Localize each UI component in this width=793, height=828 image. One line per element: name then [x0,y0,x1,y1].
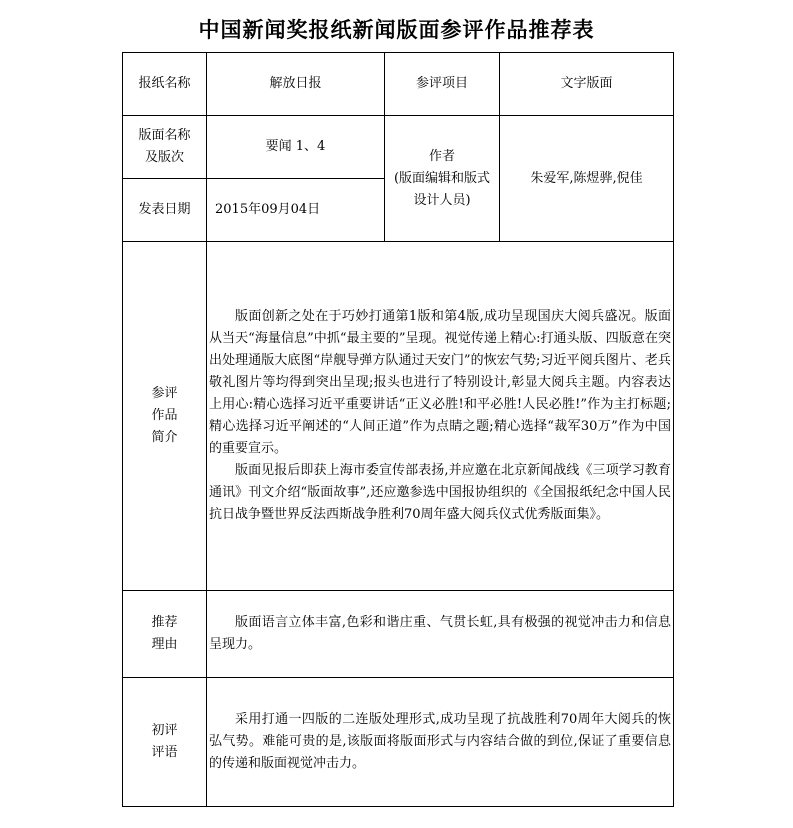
row-reason [123,591,674,678]
author-label-line3: 设计人员) [413,192,471,208]
intro-paragraph: 版面见报后即获上海市委宣传部表扬,并应邀在北京新闻战线《三项学习教育通讯》刊文介绍“版面故事”,还应邀参选中国报协组织的《全国报纸纪念中国人民抗日战争暨世界反法西斯战争胜利70周年盛大阅兵仪式优秀版面集》。 [209,463,671,522]
reason-label-line2: 理由 [151,637,178,652]
reason-label-line1: 推荐 [151,615,178,630]
author-value: 朱爱军,陈煜骅,倪佳 [500,116,674,242]
newspaper-value: 解放日报 [207,53,385,116]
review-label-line1: 初评 [151,723,178,738]
page-value: 要闻 1、4 [207,116,385,179]
intro-label-line2: 作品 [151,408,178,423]
intro-label-line1: 参评 [151,386,178,401]
page-label-line1: 版面名称 [138,128,191,143]
row-newspaper [123,53,674,116]
intro-text [207,242,674,591]
row-page [123,116,674,179]
date-value: 2015年09月04日 [207,179,385,242]
review-label [123,678,207,807]
category-value: 文字版面 [500,53,674,116]
reason-paragraph: 版面语言立体丰富,色彩和谐庄重、气贯长虹,具有极强的视觉冲击力和信息呈现力。 [209,615,671,652]
reason-text [207,591,674,678]
intro-label [123,242,207,591]
review-label-line2: 评语 [151,745,178,760]
author-label [385,116,500,242]
intro-paragraph: 版面创新之处在于巧妙打通第1版和第4版,成功呈现国庆大阅兵盛况。版面从当天“海量信息”中抓“最主要的”呈现。视觉传递上精心:打通头版、四版意在突出处理通版大底图“岸舰导弹方队通过天安门”的恢宏气势;习近平阅兵图片、老兵敬礼图片等均得到突出呈现;报头也进行了特别设计,彰显大阅兵主题。内容表达上用心:精心选择习近平重要讲话“正义必胜!和平必胜!人民必胜!”作为主打标题;精心选择习近平阐述的“人间正道”作为点睛之题;精心选择“裁军30万”作为中国的重要宣示。 [209,309,671,456]
category-label: 参评项目 [385,53,500,116]
date-label: 发表日期 [123,179,207,242]
review-text [207,678,674,807]
author-label-line2: (版面编辑和版式 [393,170,491,186]
page-title: 中国新闻奖报纸新闻版面参评作品推荐表 [198,17,595,42]
page-label [123,116,207,179]
review-paragraph: 采用打通一四版的二连版处理形式,成功呈现了抗战胜利70周年大阅兵的恢弘气势。难能可贵的是,该版面将版面形式与内容结合做的到位,保证了重要信息的传递和版面视觉冲击力。 [209,712,671,771]
row-review [123,678,674,807]
recommendation-form [122,52,674,807]
intro-label-line3: 简介 [151,430,178,445]
row-intro [123,242,674,591]
author-label-line1: 作者 [428,148,455,164]
newspaper-label: 报纸名称 [123,53,207,116]
reason-label [123,591,207,678]
page-label-line2: 及版次 [144,150,184,165]
